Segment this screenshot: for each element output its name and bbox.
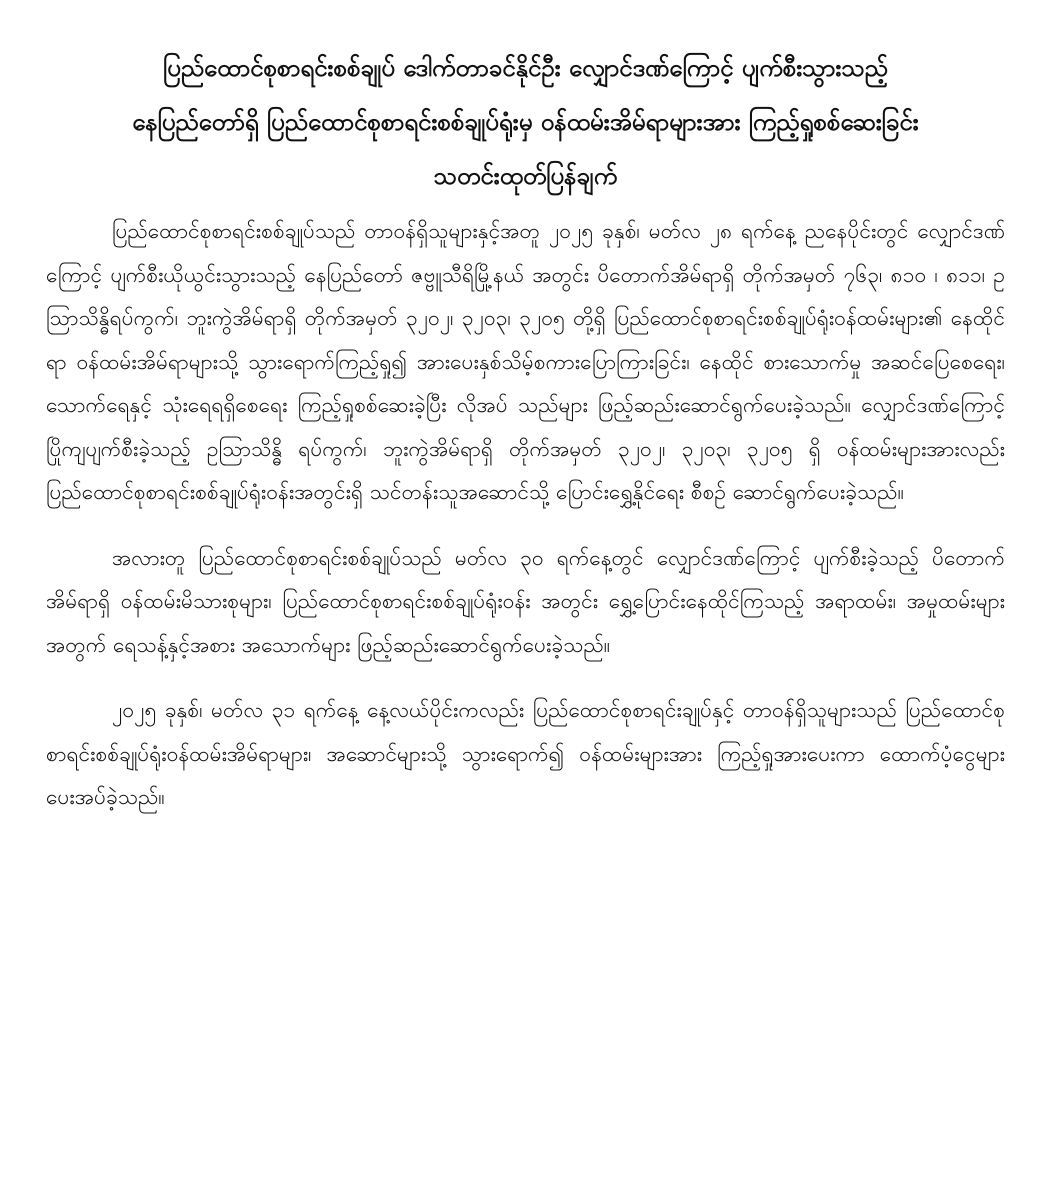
press-release-title	[46, 48, 1005, 196]
title-line-2: နေပြည်တော်ရှိ ပြည်ထောင်စုစာရင်းစစ်ချုပ်ရုံးမှ ဝန်ထမ်းအိမ်ရာများအား ကြည့်ရှုစစ်ဆေးခြင်း	[132, 108, 919, 136]
title-line-3: သတင်းထုတ်ပြန်ချက်	[433, 162, 618, 190]
title-line-1: ပြည်ထောင်စုစာရင်းစစ်ချုပ် ဒေါက်တာခင်နိုင်ဦး လျှောင်ဒဏ်ကြောင့် ပျက်စီးသွားသည့်	[163, 54, 888, 82]
paragraph-2: အလားတူ ပြည်ထောင်စုစာရင်းစစ်ချုပ်သည် မတ်လ ၃၀ ရက်နေ့တွင် လျှောင်ဒဏ်ကြောင့် ပျက်စီးခဲ့သည့် ပိတောက်အိမ်ရာရှိ ဝန်ထမ်းမိသားစုများ၊ ပြည်ထောင်စုစာရင်းစစ်ချုပ်ရုံးဝန်း အတွင်း ရွှေ့ပြောင်းနေထိုင်ကြသည့် အရာထမ်း၊ အမှုထမ်းများအတွက် ရေသန့်နှင့်အစား အသောက်များ ဖြည့်ဆည်းဆောင်ရွက်ပေးခဲ့သည်။	[46, 545, 1005, 657]
paragraph-3: ၂၀၂၅ ခုနှစ်၊ မတ်လ ၃၁ ရက်နေ့ နေ့လယ်ပိုင်းကလည်း ပြည်ထောင်စုစာရင်းချုပ်နှင့် တာဝန်ရှိသူများသည် ပြည်ထောင်စုစာရင်းစစ်ချုပ်ရုံးဝန်ထမ်းအိမ်ရာများ၊ အဆောင်များသို့ သွားရောက်၍ ဝန်ထမ်းများအား ကြည့်ရှုအားပေးကာ ထောက်ပံ့ငွေများ ပေးအပ်ခဲ့သည်။	[46, 698, 1005, 809]
paragraph-1: ပြည်ထောင်စုစာရင်းစစ်ချုပ်သည် တာဝန်ရှိသူများနှင့်အတူ ၂၀၂၅ ခုနှစ်၊ မတ်လ ၂၈ ရက်နေ့ ညနေပိုင်းတွင် လျှောင်ဒဏ်ကြောင့် ပျက်စီးယိုယွင်းသွားသည့် နေပြည်တော် ဇဗ္ဗူသီရိမြို့နယ် အတွင်း ပိတောက်အိမ်ရာရှိ တိုက်အမှတ် ၇၆၃၊ ၈၁၀ ၊ ၈၁၁၊ ဥဩာသိန္ဓိရပ်ကွက်၊ ဘူးကွဲအိမ်ရာရှိ တိုက်အမှတ် ၃၂၀၂၊ ၃၂၀၃၊ ၃၂၀၅ တို့ရှိ ပြည်ထောင်စုစာရင်းစစ်ချုပ်ရုံးဝန်ထမ်းများ၏ နေထိုင်ရာ ဝန်ထမ်းအိမ်ရာများသို့ သွားရောက်ကြည့်ရှု၍ အားပေးနှစ်သိမ့်စကားပြောကြားခြင်း၊ နေထိုင် စားသောက်မှု အဆင်ပြေစေရေး၊ သောက်ရေနှင့် သုံးရေရရှိစေရေး ကြည့်ရှုစစ်ဆေးခဲ့ပြီး လိုအပ် သည်များ ဖြည့်ဆည်းဆောင်ရွက်ပေးခဲ့သည်။ လျှောင်ဒဏ်ကြောင့် ပြိုကျပျက်စီးခဲ့သည့် ဥဩာသိန္ဓိ ရပ်ကွက်၊ ဘူးကွဲအိမ်ရာရှိ တိုက်အမှတ် ၃၂၀၂၊ ၃၂၀၃၊ ၃၂၀၅ ရှိ ဝန်ထမ်းများအားလည်း ပြည်ထောင်စုစာရင်းစစ်ချုပ်ရုံးဝန်းအတွင်းရှိ သင်တန်းသူအဆောင်သို့ ပြောင်းရွှေ့နိုင်ရေး စီစဉ် ဆောင်ရွက်ပေးခဲ့သည်။	[46, 219, 1005, 504]
press-release-body	[46, 210, 1005, 820]
